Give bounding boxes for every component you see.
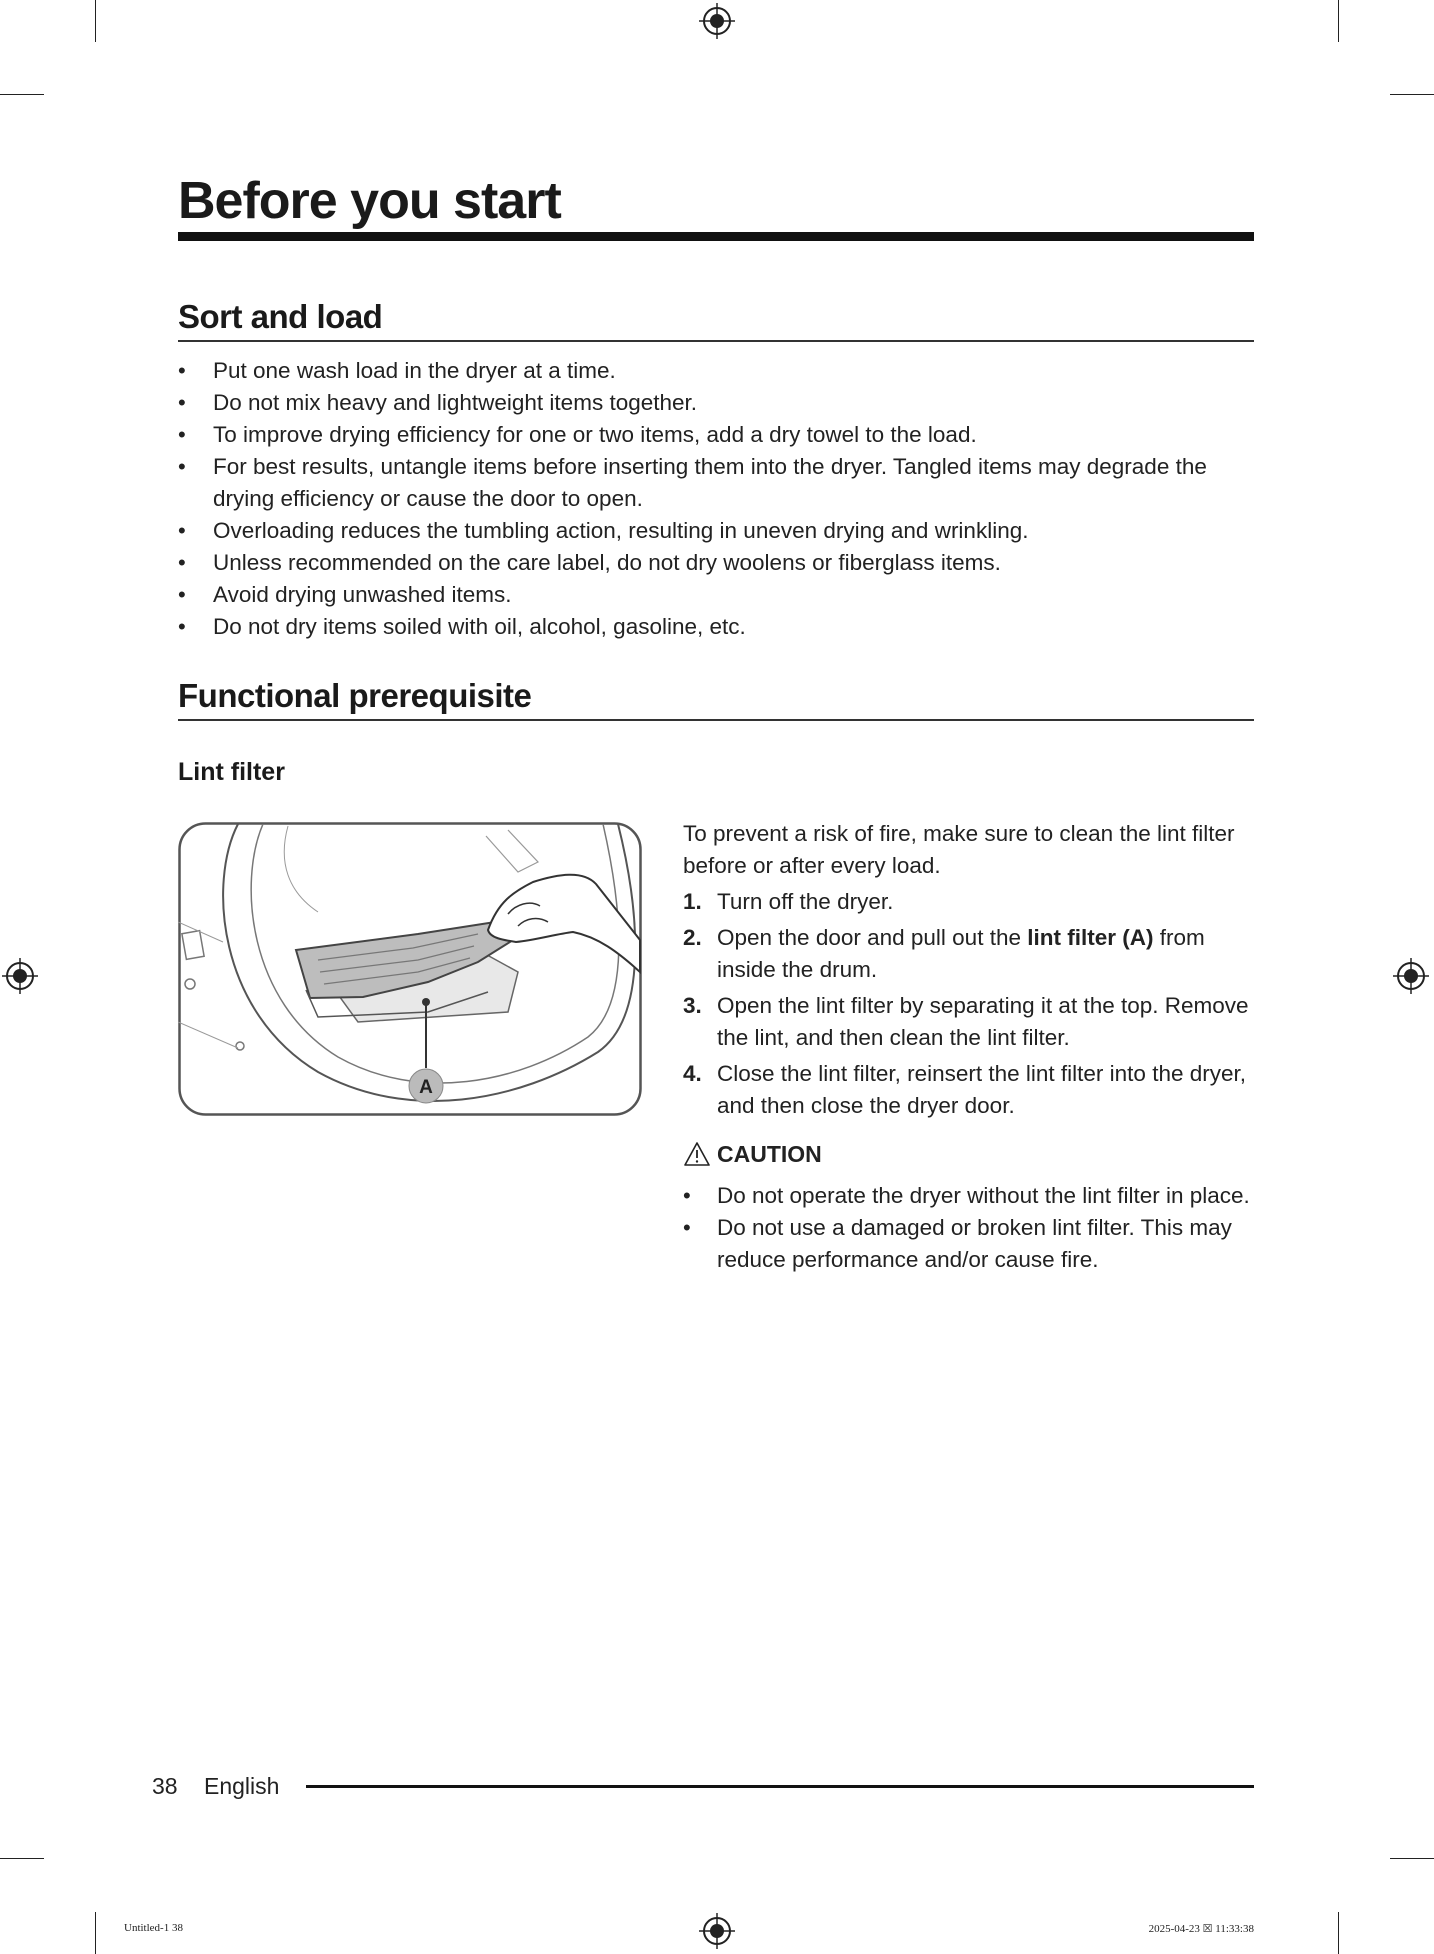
list-item: • Unless recommended on the care label, do not dry woolens or fiberglass items. bbox=[178, 547, 1254, 579]
step-text: Open the lint filter by separating it at the top. Remove the lint, and then clean the lint filter. bbox=[717, 993, 1249, 1050]
print-slug-left: Untitled-1 38 bbox=[124, 1922, 183, 1934]
step-item bbox=[683, 886, 1258, 918]
crop-mark bbox=[95, 1912, 96, 1954]
step-text: Open the door and pull out the bbox=[717, 925, 1028, 950]
steps-list bbox=[683, 886, 1258, 1122]
section-rule bbox=[178, 340, 1254, 342]
crop-mark bbox=[0, 1858, 44, 1859]
caution-item: • Do not use a damaged or broken lint filter. This may reduce performance and/or cause fire. bbox=[683, 1212, 1258, 1276]
registration-mark-icon bbox=[699, 1913, 735, 1949]
crop-mark bbox=[1390, 1858, 1434, 1859]
caution-heading bbox=[683, 1136, 1258, 1172]
sort-and-load-list bbox=[178, 355, 1254, 643]
crop-mark bbox=[0, 94, 44, 95]
caution-item: • Do not operate the dryer without the lint filter in place. bbox=[683, 1180, 1258, 1212]
list-item: • Put one wash load in the dryer at a time. bbox=[178, 355, 1254, 387]
lint-filter-instructions bbox=[683, 818, 1258, 1276]
step-number: 1. bbox=[683, 889, 702, 914]
page-number: 38 bbox=[152, 1773, 178, 1799]
list-item: • Avoid drying unwashed items. bbox=[178, 579, 1254, 611]
step-number: 2. bbox=[683, 925, 702, 950]
figure-callout-label: A bbox=[419, 1077, 433, 1098]
registration-mark-icon bbox=[699, 3, 735, 39]
step-text: Close the lint filter, reinsert the lint filter into the dryer, and then close the dryer door. bbox=[717, 1061, 1246, 1118]
step-item bbox=[683, 990, 1258, 1054]
intro-paragraph: To prevent a risk of fire, make sure to clean the lint filter before or after every load. bbox=[683, 821, 1235, 878]
section-rule bbox=[178, 719, 1254, 721]
crop-mark bbox=[95, 0, 96, 42]
list-item: • To improve drying efficiency for one or two items, add a dry towel to the load. bbox=[178, 419, 1254, 451]
list-item: • For best results, untangle items before inserting them into the dryer. Tangled items may degrade the drying efficiency or cause the door to open. bbox=[178, 451, 1254, 515]
registration-mark-icon bbox=[2, 958, 38, 994]
step-text: from inside the drum. bbox=[717, 925, 1205, 982]
step-number: 4. bbox=[683, 1061, 702, 1086]
list-item: • Do not mix heavy and lightweight items together. bbox=[178, 387, 1254, 419]
footer-language: English bbox=[204, 1773, 280, 1799]
registration-mark-icon bbox=[1393, 958, 1429, 994]
step-number: 3. bbox=[683, 993, 702, 1018]
caution-label: CAUTION bbox=[717, 1140, 822, 1167]
caution-list bbox=[683, 1180, 1258, 1276]
list-item: • Do not dry items soiled with oil, alcohol, gasoline, etc. bbox=[178, 611, 1254, 643]
list-item: • Overloading reduces the tumbling action, resulting in uneven drying and wrinkling. bbox=[178, 515, 1254, 547]
step-emphasis: lint filter (A) bbox=[1027, 925, 1154, 950]
step-text: Turn off the dryer. bbox=[717, 889, 894, 914]
section-heading-sort-and-load: Sort and load bbox=[178, 298, 383, 335]
footer-rule bbox=[306, 1785, 1254, 1788]
crop-mark bbox=[1338, 1912, 1339, 1954]
section-heading-functional-prerequisite: Functional prerequisite bbox=[178, 677, 532, 714]
page-title: Before you start bbox=[178, 172, 561, 230]
crop-mark bbox=[1390, 94, 1434, 95]
step-item bbox=[683, 1058, 1258, 1122]
crop-mark bbox=[1338, 0, 1339, 42]
subheading-lint-filter: Lint filter bbox=[178, 758, 285, 786]
step-item bbox=[683, 922, 1258, 986]
lint-filter-illustration bbox=[178, 822, 642, 1116]
warning-triangle-icon bbox=[683, 1141, 711, 1167]
title-rule bbox=[178, 232, 1254, 241]
print-slug-right: 2025-04-23 ☒ 11:33:38 bbox=[1148, 1923, 1254, 1935]
